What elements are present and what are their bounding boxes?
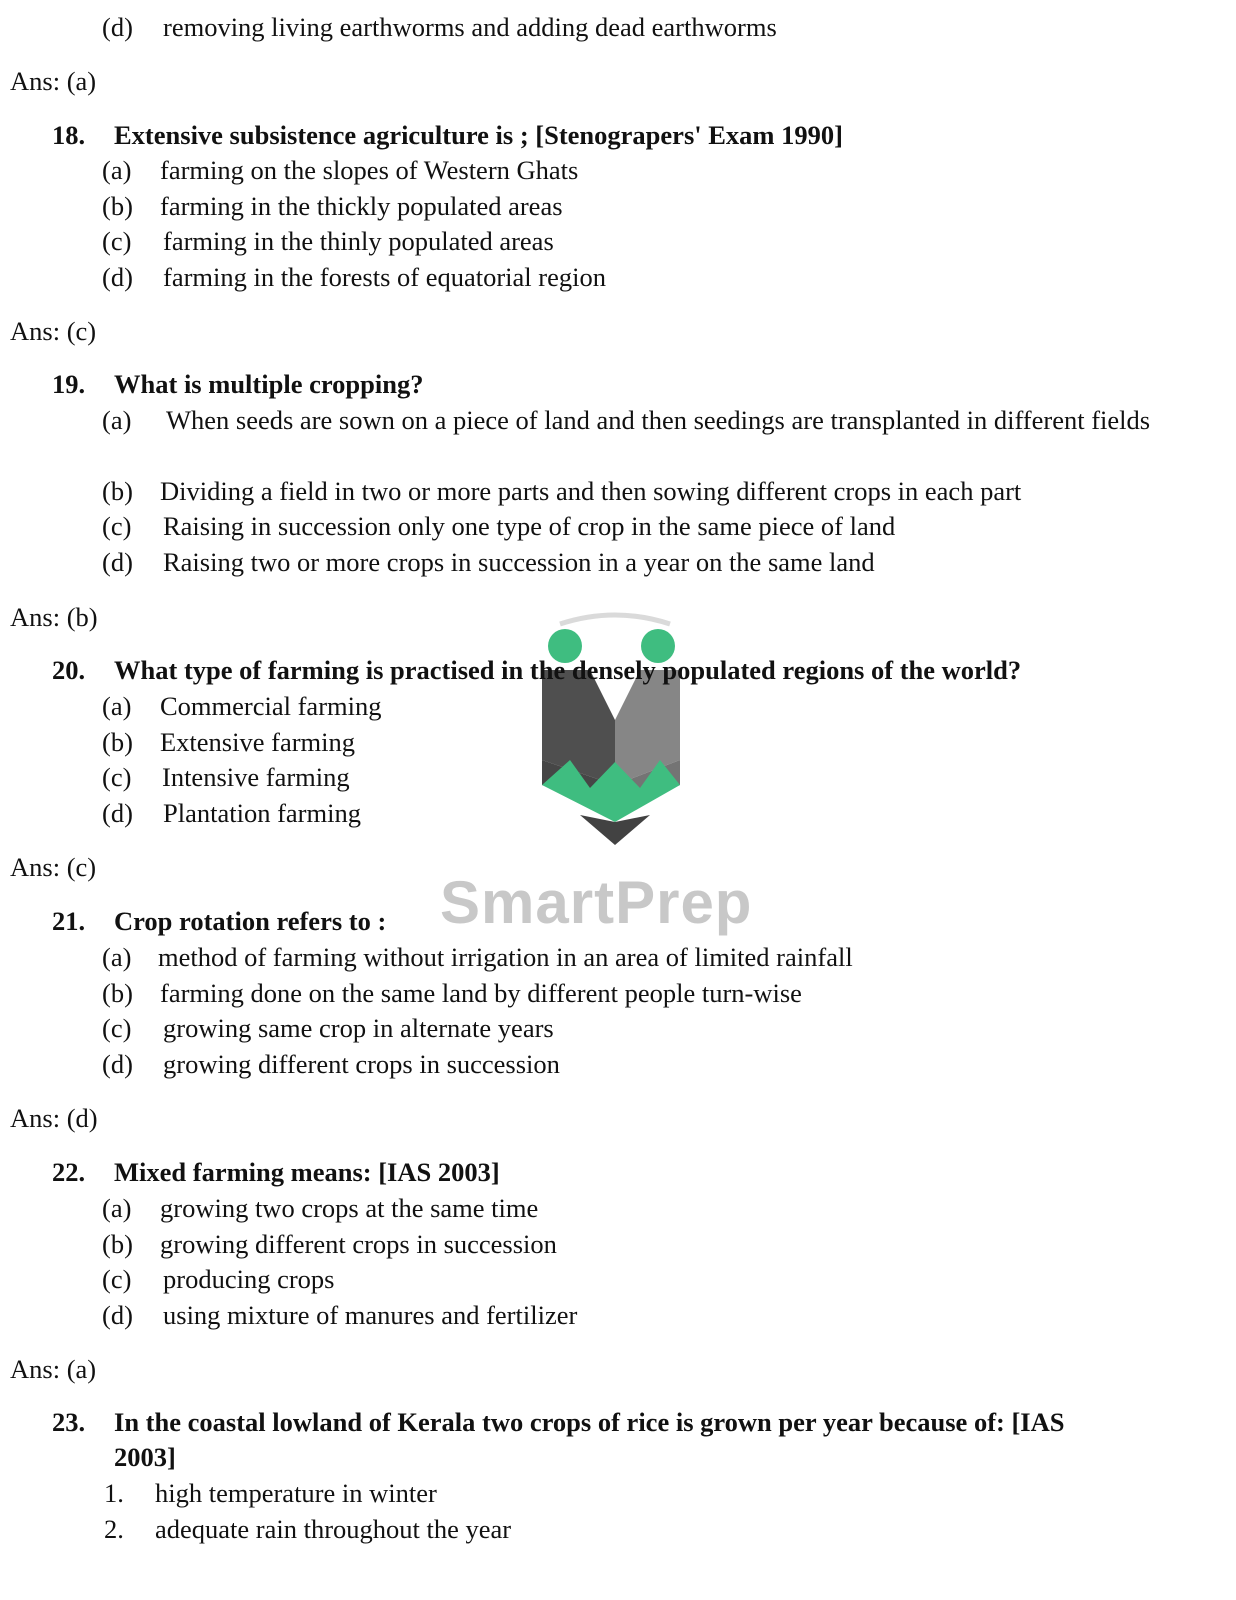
option-text: growing different crops in succession — [163, 1049, 560, 1079]
option-text: Raising in succession only one type of crop in the same piece of land — [163, 511, 896, 541]
answer-line: Ans: (a) — [10, 66, 97, 96]
option-label: (a) — [102, 155, 132, 185]
option-text: method of farming without irrigation in an area of limited rainfall — [158, 942, 853, 972]
option-label: (a) — [102, 405, 132, 435]
watermark-text: SmartPrep — [440, 869, 753, 936]
option-text: adequate rain throughout the year — [155, 1514, 512, 1544]
option-label: (b) — [102, 978, 133, 1008]
question-text: Extensive subsistence agriculture is ; [Stenograpers' Exam 1990] — [114, 120, 843, 150]
question-text: In the coastal lowland of Kerala two crops of rice is grown per year because of: [IAS — [114, 1407, 1065, 1437]
question-text: Crop rotation refers to : — [114, 906, 387, 936]
option-text: farming in the forests of equatorial region — [163, 262, 606, 292]
question-text-continued: 2003] — [114, 1442, 176, 1472]
option-text: Raising two or more crops in succession in a year on the same land — [163, 547, 875, 577]
option-text: removing living earthworms and adding dead earthworms — [163, 12, 777, 42]
option-text: high temperature in winter — [155, 1478, 437, 1508]
option-text: farming on the slopes of Western Ghats — [160, 155, 579, 185]
option-text: producing crops — [163, 1264, 335, 1294]
option-label: (d) — [102, 547, 133, 577]
option-text: growing different crops in succession — [160, 1229, 557, 1259]
option-label: (b) — [102, 191, 133, 221]
option-text: Extensive farming — [160, 727, 356, 757]
option-text: growing two crops at the same time — [160, 1193, 539, 1223]
option-label: (d) — [102, 798, 133, 828]
option-label: (c) — [102, 226, 132, 256]
question-number: 20. — [52, 655, 86, 685]
answer-line: Ans: (b) — [10, 602, 98, 632]
option-text: farming in the thickly populated areas — [160, 191, 563, 221]
option-label: 2. — [104, 1514, 124, 1544]
answer-line: Ans: (c) — [10, 316, 97, 346]
answer-line: Ans: (d) — [10, 1103, 98, 1133]
option-text: using mixture of manures and fertilizer — [163, 1300, 578, 1330]
question-number: 18. — [52, 120, 86, 150]
option-label: (a) — [102, 691, 132, 721]
question-number: 21. — [52, 906, 86, 936]
question-number: 19. — [52, 369, 86, 399]
option-label: (c) — [102, 1013, 132, 1043]
option-label: (c) — [102, 511, 132, 541]
answer-line: Ans: (a) — [10, 1354, 97, 1384]
option-text: Intensive farming — [162, 762, 350, 792]
option-label: (a) — [102, 942, 132, 972]
answer-line: Ans: (c) — [10, 852, 97, 882]
option-label: (b) — [102, 476, 133, 506]
option-label: (c) — [102, 1264, 132, 1294]
option-text: farming in the thinly populated areas — [163, 226, 554, 256]
question-text: What is multiple cropping? — [114, 369, 424, 399]
option-text: Dividing a field in two or more parts and then sowing different crops in each part — [160, 476, 1022, 506]
option-label: (a) — [102, 1193, 132, 1223]
option-label: (d) — [102, 1300, 133, 1330]
option-label: (b) — [102, 1229, 133, 1259]
option-paragraph — [102, 402, 1220, 438]
option-label: 1. — [104, 1478, 124, 1508]
option-text: growing same crop in alternate years — [163, 1013, 554, 1043]
option-text: Plantation farming — [163, 798, 361, 828]
option-label: (d) — [102, 1049, 133, 1079]
question-number: 23. — [52, 1407, 86, 1437]
option-label: (b) — [102, 727, 133, 757]
option-label: (d) — [102, 12, 133, 42]
option-label: (d) — [102, 262, 133, 292]
question-text: Mixed farming means: [IAS 2003] — [114, 1157, 500, 1187]
option-text: Commercial farming — [160, 691, 382, 721]
option-text: When seeds are sown on a piece of land and then seedings are transplanted in different fields — [166, 405, 1151, 435]
option-label: (c) — [102, 762, 132, 792]
option-text: farming done on the same land by different people turn-wise — [160, 978, 802, 1008]
question-text: What type of farming is practised in the densely populated regions of the world? — [114, 655, 1022, 685]
question-number: 22. — [52, 1157, 86, 1187]
